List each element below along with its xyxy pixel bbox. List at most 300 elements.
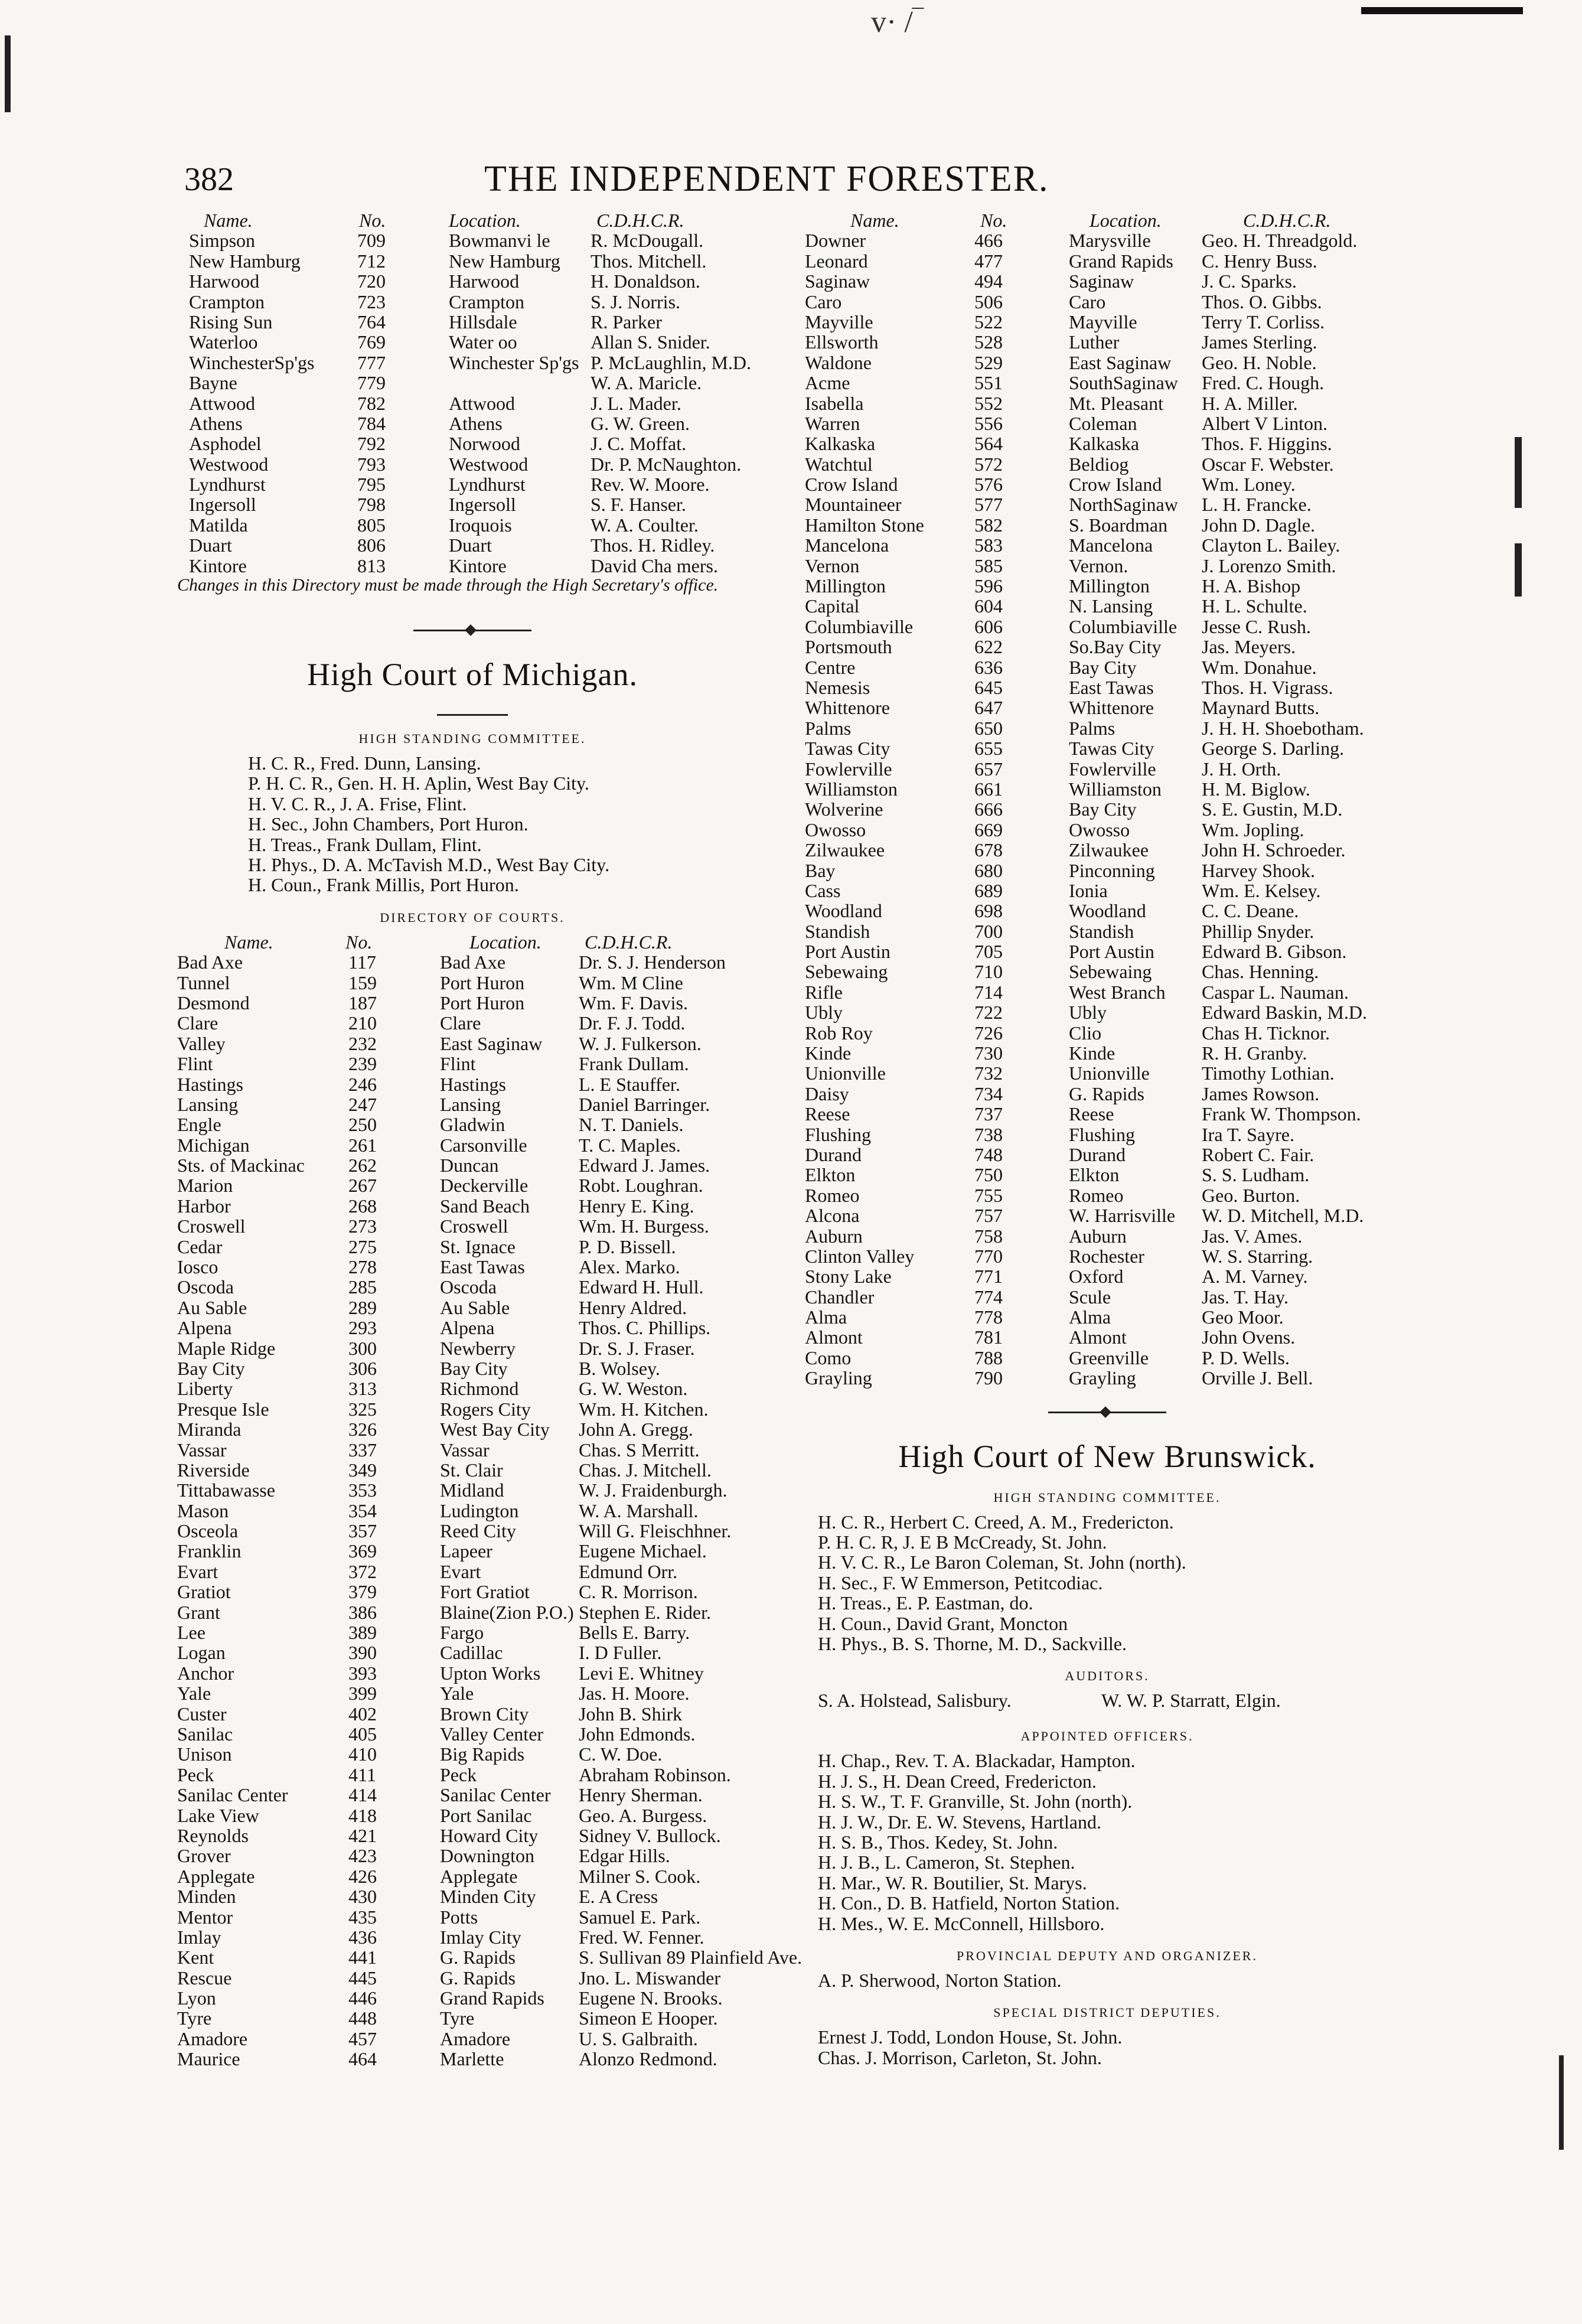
michigan-courts-list-left: [177, 951, 803, 2070]
cell-location: Norwood: [449, 433, 520, 455]
table-row: [177, 1906, 768, 1927]
cell-chr: Oscar F. Webster.: [1202, 453, 1334, 475]
cell-name: Bay: [805, 859, 836, 881]
cell-no: 187: [348, 992, 377, 1013]
cell-location: Rogers City: [440, 1398, 531, 1420]
cell-chr: Thos. H. Ridley.: [591, 534, 715, 556]
cell-chr: S. F. Hanser.: [591, 494, 686, 516]
nb-officers-list: [794, 1750, 1420, 1933]
cell-location: Crampton: [449, 291, 524, 312]
cell-chr: W. D. Mitchell, M.D.: [1202, 1205, 1364, 1227]
cell-name: Harbor: [177, 1195, 231, 1217]
cell-chr: W. A. Coulter.: [591, 514, 699, 536]
cell-no: 390: [348, 1642, 377, 1664]
cell-chr: W. S. Starring.: [1202, 1245, 1313, 1267]
cell-location: New Hamburg: [449, 250, 560, 272]
cell-chr: Chas. Henning.: [1202, 961, 1319, 983]
cell-no: 738: [974, 1123, 1003, 1145]
table-row: [177, 1663, 768, 1683]
michigan-committee-heading: HIGH STANDING COMMITTEE.: [358, 731, 586, 747]
nb-deputy-heading: PROVINCIAL DEPUTY AND ORGANIZER.: [957, 1948, 1258, 1963]
cell-location: Grand Rapids: [440, 1987, 544, 2009]
cell-no: 289: [348, 1296, 377, 1318]
cell-name: Bay City: [177, 1357, 245, 1379]
cell-location: Bay City: [1069, 798, 1137, 820]
cell-chr: Robt. Loughran.: [579, 1175, 703, 1197]
table-row: [177, 2007, 768, 2028]
cell-name: Grayling: [805, 1367, 872, 1389]
cell-location: Applegate: [440, 1865, 518, 1887]
cell-no: 655: [974, 738, 1003, 760]
cell-no: 426: [348, 1865, 377, 1887]
cell-chr: J. L. Mader.: [591, 392, 681, 414]
cell-name: Alpena: [177, 1317, 232, 1339]
page-number: 382: [184, 161, 234, 198]
cell-chr: T. C. Maples.: [579, 1134, 681, 1156]
cell-name: Anchor: [177, 1662, 234, 1684]
cell-name: Fowlerville: [805, 758, 892, 780]
cell-no: 712: [357, 250, 386, 272]
list-item: P. H. C. R, J. E B McCready, St. John.: [818, 1531, 1107, 1553]
cell-chr: Edward J. James.: [579, 1155, 710, 1176]
table-row: [177, 1399, 768, 1419]
cell-chr: Stephen E. Rider.: [579, 1601, 711, 1623]
cell-location: Minden City: [440, 1886, 536, 1908]
cell-location: Kalkaska: [1069, 433, 1140, 455]
cell-location: Lansing: [440, 1093, 501, 1115]
table-row: [177, 1764, 768, 1784]
cell-no: 806: [357, 534, 386, 556]
table-row: [794, 352, 1420, 372]
cell-chr: Wm. H. Burgess.: [579, 1215, 709, 1237]
cell-name: Cass: [805, 879, 841, 901]
table-row: [794, 677, 1420, 697]
cell-name: Vernon: [805, 555, 860, 576]
margin-mark: [5, 35, 11, 112]
cell-chr: Eugene N. Brooks.: [579, 1987, 723, 2009]
cell-chr: John D. Dagle.: [1202, 514, 1315, 536]
cell-no: 414: [348, 1784, 377, 1806]
cell-no: 411: [348, 1764, 376, 1785]
cell-location: Coleman: [1069, 412, 1137, 434]
cell-name: Maurice: [177, 2048, 240, 2070]
cell-chr: Will G. Fleischhner.: [579, 1520, 732, 1542]
table-row: [177, 1419, 768, 1439]
cell-no: 278: [348, 1256, 377, 1278]
cell-name: Valley: [177, 1032, 226, 1054]
cell-no: 661: [974, 778, 1003, 800]
cell-location: Elkton: [1069, 1164, 1120, 1186]
cell-location: Carsonville: [440, 1134, 527, 1156]
cell-name: Harwood: [189, 270, 260, 292]
cell-name: Stony Lake: [805, 1266, 892, 1288]
top-rule: [1361, 7, 1523, 14]
table-row: [177, 1338, 768, 1358]
cell-name: Romeo: [805, 1184, 860, 1206]
table-row: [177, 1703, 768, 1723]
table-row: [177, 1540, 768, 1560]
top-mark: v· /‾: [871, 5, 924, 39]
cell-no: 758: [974, 1225, 1003, 1247]
cell-no: 583: [974, 534, 1003, 556]
nb-committee-list: [794, 1511, 1420, 1654]
cell-no: 372: [348, 1560, 377, 1582]
cell-no: 522: [974, 311, 1003, 333]
table-row: [794, 230, 1420, 250]
cell-name: Rifle: [805, 981, 843, 1003]
cell-location: Williamston: [1069, 778, 1162, 800]
cell-chr: H. A. Bishop: [1202, 575, 1301, 597]
table-row: [177, 1012, 768, 1032]
cell-location: Big Rapids: [440, 1743, 525, 1765]
cell-chr: S. E. Gustin, M.D.: [1202, 798, 1343, 820]
cell-location: NorthSaginaw: [1069, 494, 1178, 516]
cell-name: Gratiot: [177, 1581, 231, 1603]
cell-no: 700: [974, 920, 1003, 942]
auditor-1: S. A. Holstead, Salisbury.: [818, 1690, 1012, 1712]
nb-committee-heading: HIGH STANDING COMMITTEE.: [993, 1489, 1221, 1505]
cell-no: 275: [348, 1236, 377, 1257]
cell-location: Bad Axe: [440, 951, 506, 973]
cell-no: 714: [974, 981, 1003, 1003]
cell-name: Kalkaska: [805, 433, 876, 455]
table-row: [794, 595, 1420, 615]
cell-name: New Hamburg: [189, 250, 301, 272]
right-column: [794, 210, 1420, 2067]
cell-location: Almont: [1069, 1326, 1127, 1348]
margin-mark: [1515, 543, 1522, 597]
cell-chr: Robert C. Fair.: [1202, 1143, 1314, 1165]
cell-chr: P. D. Wells.: [1202, 1347, 1290, 1368]
table-row: [794, 738, 1420, 758]
table-row: [177, 1866, 768, 1886]
cell-name: Auburn: [805, 1225, 863, 1247]
table-row: [794, 413, 1420, 433]
cell-chr: John Edmonds.: [579, 1723, 696, 1745]
cell-no: 771: [974, 1266, 1003, 1288]
header-name: Name.: [224, 931, 273, 953]
cell-location: Port Sanilac: [440, 1804, 532, 1826]
cell-name: Asphodel: [189, 433, 262, 455]
cell-chr: C. C. Deane.: [1202, 900, 1299, 922]
cell-name: Tittabawasse: [177, 1479, 275, 1501]
cell-name: Mountaineer: [805, 494, 902, 516]
cell-no: 755: [974, 1184, 1003, 1206]
cell-chr: Geo Moor.: [1202, 1306, 1284, 1328]
cell-chr: Alex. Marko.: [579, 1256, 680, 1278]
cell-name: Owosso: [805, 819, 866, 840]
cell-name: Lee: [177, 1622, 206, 1644]
cell-chr: Dr. S. J. Fraser.: [579, 1337, 695, 1359]
cell-location: St. Clair: [440, 1459, 503, 1481]
table-row: [177, 1622, 768, 1642]
cell-name: Desmond: [177, 992, 250, 1013]
header-chr: C.D.H.C.R.: [596, 210, 684, 231]
cell-location: Tyre: [440, 2007, 475, 2029]
cell-name: Lansing: [177, 1093, 239, 1115]
cell-no: 792: [357, 433, 386, 455]
list-item: H. Con., D. B. Hatfield, Norton Station.: [818, 1892, 1120, 1914]
table-row: [794, 839, 1420, 859]
cell-no: 576: [974, 474, 1003, 496]
cell-location: Flushing: [1069, 1123, 1136, 1145]
cell-chr: Thos. H. Vigrass.: [1202, 676, 1333, 698]
cell-location: Ingersoll: [449, 494, 516, 516]
cell-chr: H. Donaldson.: [591, 270, 700, 292]
table-row: [177, 372, 768, 392]
cell-location: East Saginaw: [1069, 351, 1172, 373]
cell-chr: Edmund Orr.: [579, 1560, 678, 1582]
cell-name: Kent: [177, 1947, 214, 1968]
cell-chr: David Cha mers.: [591, 555, 718, 576]
section-divider: [1048, 1412, 1166, 1413]
cell-location: Athens: [449, 412, 503, 434]
cell-name: Palms: [805, 717, 852, 739]
cell-name: Unionville: [805, 1062, 886, 1084]
cell-location: Marysville: [1069, 230, 1151, 252]
cell-chr: Frank Dullam.: [579, 1053, 689, 1075]
cell-name: Centre: [805, 656, 856, 678]
table-row: [794, 1103, 1420, 1123]
cell-location: N. Lansing: [1069, 595, 1153, 617]
table-row: [177, 1155, 768, 1175]
cell-chr: R. H. Granby.: [1202, 1042, 1307, 1064]
table-row: [794, 291, 1420, 311]
list-item: H. S. W., T. F. Granville, St. John (north).: [818, 1791, 1133, 1813]
table-row: [177, 1987, 768, 2007]
cell-chr: E. A Cress: [579, 1886, 658, 1908]
cell-chr: Edward H. Hull.: [579, 1276, 704, 1298]
cell-location: Woodland: [1069, 900, 1146, 922]
cell-chr: Samuel E. Park.: [579, 1906, 701, 1928]
table-row: [177, 1215, 768, 1236]
table-row: [794, 1164, 1420, 1184]
left-column: [177, 210, 803, 2070]
cell-location: Gladwin: [440, 1114, 505, 1136]
cell-location: Deckerville: [440, 1175, 529, 1197]
cell-chr: W. A. Marshall.: [579, 1500, 699, 1521]
table-row: [794, 778, 1420, 798]
cell-no: 657: [974, 758, 1003, 780]
cell-name: Clinton Valley: [805, 1245, 915, 1267]
cell-location: Sebewaing: [1069, 961, 1152, 983]
table-header: [177, 931, 768, 951]
table-row: [177, 1276, 768, 1296]
cell-name: WinchesterSp'gs: [189, 351, 315, 373]
auditor-2: W. W. P. Starratt, Elgin.: [1101, 1690, 1281, 1712]
cell-no: 421: [348, 1824, 377, 1846]
cell-location: Fort Gratiot: [440, 1581, 530, 1603]
cell-name: Portsmouth: [805, 636, 892, 658]
cell-no: 250: [348, 1114, 377, 1136]
cell-chr: James Sterling.: [1202, 331, 1317, 353]
cell-no: 777: [357, 351, 386, 373]
list-item: H. Treas., E. P. Eastman, do.: [818, 1592, 1033, 1614]
cell-no: 726: [974, 1022, 1003, 1044]
cell-no: 369: [348, 1540, 377, 1562]
cell-no: 790: [974, 1367, 1003, 1389]
cell-name: Clare: [177, 1012, 218, 1034]
table-row: [177, 474, 768, 494]
cell-no: 379: [348, 1581, 377, 1603]
cell-no: 529: [974, 351, 1003, 373]
cell-location: Auburn: [1069, 1225, 1127, 1247]
cell-chr: Maynard Butts.: [1202, 697, 1320, 719]
cell-chr: Thos. O. Gibbs.: [1202, 291, 1322, 312]
cell-no: 710: [974, 961, 1003, 983]
title-rule: [437, 714, 508, 716]
cell-name: Minden: [177, 1886, 236, 1908]
cell-chr: Geo. H. Threadgold.: [1202, 230, 1358, 252]
cell-name: Acme: [805, 372, 850, 394]
cell-chr: H. L. Schulte.: [1202, 595, 1307, 617]
cell-chr: John B. Shirk: [579, 1703, 683, 1725]
cell-no: 737: [974, 1103, 1003, 1125]
table-row: [177, 1317, 768, 1337]
cell-no: 386: [348, 1601, 377, 1623]
cell-no: 393: [348, 1662, 377, 1684]
cell-no: 813: [357, 555, 386, 576]
cell-chr: Wm. Donahue.: [1202, 656, 1317, 678]
cell-location: Bay City: [440, 1357, 508, 1379]
cell-name: Tawas City: [805, 738, 891, 760]
cell-location: Ludington: [440, 1500, 519, 1521]
table-row: [177, 1479, 768, 1500]
new-brunswick-title: High Court of New Brunswick.: [898, 1438, 1316, 1474]
header-no: No.: [359, 210, 386, 231]
cell-no: 645: [974, 676, 1003, 698]
cell-name: Elkton: [805, 1164, 856, 1186]
cell-name: Simpson: [189, 230, 256, 252]
table-row: [177, 1114, 768, 1134]
cell-location: S. Boardman: [1069, 514, 1168, 536]
cell-chr: Jas. V. Ames.: [1202, 1225, 1303, 1247]
cell-location: Bay City: [1069, 656, 1137, 678]
table-row: [177, 1845, 768, 1865]
table-row: [794, 433, 1420, 453]
table-row: [177, 1378, 768, 1398]
cell-no: 757: [974, 1205, 1003, 1227]
cell-no: 680: [974, 859, 1003, 881]
cell-chr: G. W. Green.: [591, 412, 690, 434]
cell-name: Sts. of Mackinac: [177, 1155, 305, 1176]
cell-no: 418: [348, 1804, 377, 1826]
cell-name: Yale: [177, 1683, 211, 1704]
cell-name: Custer: [177, 1703, 227, 1725]
list-item: H. Phys., D. A. McTavish M.D., West Bay City.: [248, 853, 610, 875]
cell-no: 604: [974, 595, 1003, 617]
table-row: [177, 1947, 803, 1968]
table-row: [177, 1256, 768, 1276]
cell-location: Valley Center: [440, 1723, 544, 1745]
cell-chr: Levi E. Whitney: [579, 1662, 704, 1684]
list-item: H. Sec., F. W Emmerson, Petitcodiac.: [818, 1572, 1103, 1593]
cell-no: 647: [974, 697, 1003, 719]
cell-name: Alma: [805, 1306, 847, 1328]
cell-location: Scule: [1069, 1286, 1111, 1308]
cell-no: 232: [348, 1032, 377, 1054]
cell-no: 410: [348, 1743, 377, 1765]
list-item: H. J. W., Dr. E. W. Stevens, Hartland.: [818, 1811, 1101, 1833]
cell-name: Zilwaukee: [805, 839, 885, 861]
michigan-courts-list-right: [794, 230, 1420, 1387]
table-row: [794, 1286, 1420, 1306]
table-row: [794, 1022, 1420, 1042]
cell-name: Chandler: [805, 1286, 875, 1308]
cell-name: Saginaw: [805, 270, 870, 292]
table-row: [177, 454, 768, 474]
cell-chr: J. C. Sparks.: [1202, 270, 1297, 292]
cell-no: 436: [348, 1926, 377, 1948]
header-location: Location.: [1090, 210, 1162, 231]
cell-chr: Thos. C. Phillips.: [579, 1317, 711, 1339]
cell-no: 769: [357, 331, 386, 353]
cell-location: Fowlerville: [1069, 758, 1156, 780]
header-name: Name.: [204, 210, 253, 231]
cell-chr: Clayton L. Bailey.: [1202, 534, 1340, 556]
cell-name: Downer: [805, 230, 866, 252]
cell-chr: James Rowson.: [1202, 1083, 1320, 1104]
cell-no: 159: [348, 972, 377, 993]
cell-name: Port Austin: [805, 941, 891, 963]
table-row: [177, 1784, 768, 1804]
cell-location: Oxford: [1069, 1266, 1124, 1288]
cell-name: Williamston: [805, 778, 898, 800]
cell-location: Cadillac: [440, 1642, 503, 1664]
table-row: [794, 1347, 1420, 1367]
list-item: H. Coun., David Grant, Moncton: [818, 1612, 1068, 1634]
cell-name: Ingersoll: [189, 494, 256, 516]
list-item: H. Chap., Rev. T. A. Blackadar, Hampton.: [818, 1750, 1136, 1772]
table-header: [177, 210, 768, 230]
cell-no: 722: [974, 1002, 1003, 1024]
cell-chr: Simeon E Hooper.: [579, 2007, 718, 2029]
table-row: [177, 1602, 768, 1622]
list-item: H. V. C. R., Le Baron Coleman, St. John (north).: [818, 1551, 1186, 1573]
cell-chr: Wm. E. Kelsey.: [1202, 879, 1321, 901]
cell-no: 300: [348, 1337, 377, 1359]
cell-name: Sanilac Center: [177, 1784, 288, 1806]
cell-name: Caro: [805, 291, 842, 312]
list-item: Chas. J. Morrison, Carleton, St. John.: [818, 2046, 1102, 2068]
header-chr: C.D.H.C.R.: [585, 931, 673, 953]
cell-chr: J. H. H. Shoebotham.: [1202, 717, 1364, 739]
cell-no: 805: [357, 514, 386, 536]
cell-no: 405: [348, 1723, 377, 1745]
cell-name: Marion: [177, 1175, 233, 1197]
cell-location: Marlette: [440, 2048, 504, 2070]
cell-name: Rescue: [177, 1967, 232, 1989]
cell-chr: N. T. Daniels.: [579, 1114, 684, 1136]
table-row: [177, 1967, 768, 1987]
cell-no: 466: [974, 230, 1003, 252]
cell-location: Potts: [440, 1906, 478, 1928]
cell-location: Flint: [440, 1053, 476, 1075]
list-item: H. C. R., Fred. Dunn, Lansing.: [248, 752, 481, 774]
cell-name: Peck: [177, 1764, 214, 1785]
table-row: [177, 1459, 768, 1479]
cell-no: 353: [348, 1479, 377, 1501]
cell-no: 349: [348, 1459, 377, 1481]
table-row: [794, 1042, 1420, 1062]
cell-name: Au Sable: [177, 1296, 247, 1318]
cell-location: Grayling: [1069, 1367, 1136, 1389]
cell-chr: P. McLaughlin, M.D.: [591, 351, 751, 373]
cell-chr: S. Sullivan 89 Plainfield Ave.: [579, 1947, 803, 1968]
cell-name: Engle: [177, 1114, 221, 1136]
cell-no: 770: [974, 1245, 1003, 1267]
cell-location: Water oo: [449, 331, 517, 353]
